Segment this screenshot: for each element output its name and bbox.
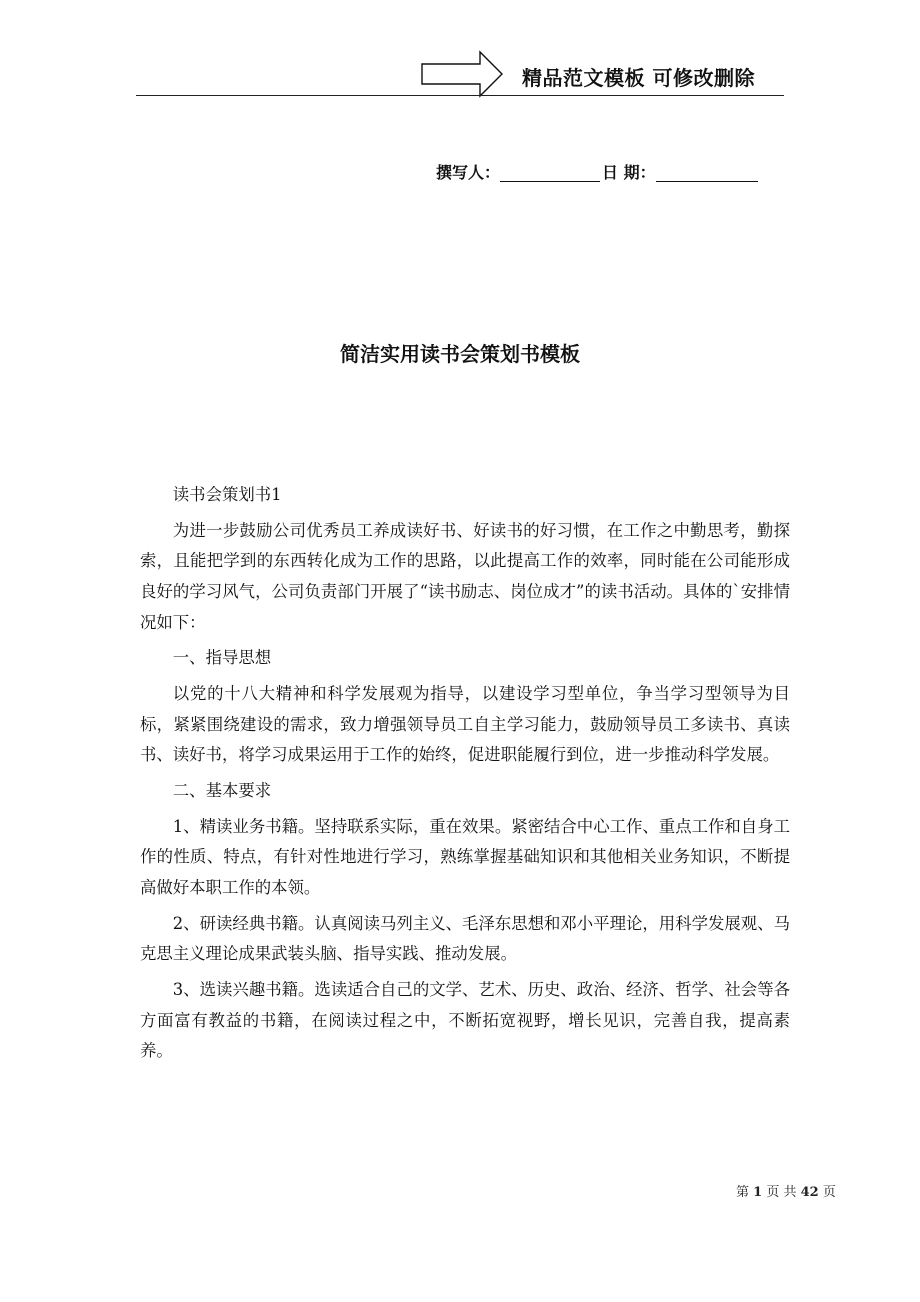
paragraph: 以党的十八大精神和科学发展观为指导，以建设学习型单位，争当学习型领导为目标，紧紧围绕建设的需求，致力增强领导员工自主学习能力，鼓励领导员工多读书、真读书、读好书，将学习成果运用于工作的始终，促进职能履行到位，进一步推动科学发展。 bbox=[140, 684, 790, 765]
author-field[interactable] bbox=[500, 163, 600, 182]
section-heading: 一、指导思想 bbox=[172, 648, 272, 668]
paragraph-heading: 读书会策划书1 bbox=[172, 485, 282, 504]
paragraph: 为进一步鼓励公司优秀员工养成读好书、好读书的好习惯，在工作之中勤思考，勤探索，且能把学到的东西转化成为工作的思路，以此提高工作的效率，同时能在公司能形成良好的学习风气，公司负责部门开展了“读书励志、岗位成才”的读书活动。具体的`安排情况如下： bbox=[140, 520, 790, 632]
document-title: 简洁实用读书会策划书模板 bbox=[340, 342, 580, 366]
page-number bbox=[736, 1181, 876, 1200]
author-label: 撰写人： bbox=[436, 163, 501, 182]
document-body bbox=[140, 480, 790, 1072]
section-heading: 二、基本要求 bbox=[172, 781, 272, 801]
date-label: 日 期： bbox=[602, 163, 656, 182]
paragraph: 2、研读经典书籍。认真阅读马列主义、毛泽东思想和邓小平理论，用科学发展观、马克思主义理论成果武装头脑、指导实践、推动发展。 bbox=[140, 913, 790, 964]
paragraph: 3、选读兴趣书籍。选读适合自己的文学、艺术、历史、政治、经济、哲学、社会等各方面富有教益的书籍，在阅读过程之中，不断拓宽视野，增长见识，完善自我，提高素养。 bbox=[140, 980, 790, 1061]
date-field[interactable] bbox=[656, 163, 758, 182]
current-page: 1 bbox=[753, 1185, 763, 1200]
page-prefix: 第 bbox=[736, 1185, 750, 1200]
header-divider bbox=[136, 95, 784, 96]
signature-line bbox=[436, 160, 796, 183]
page-suffix: 页 bbox=[822, 1185, 836, 1200]
paragraph: 1、精读业务书籍。坚持联系实际，重在效果。紧密结合中心工作、重点工作和自身工作的性质、特点，有针对性地进行学习，熟练掌握基础知识和其他相关业务知识，不断提高做好本职工作的本领。 bbox=[140, 816, 790, 898]
header-title: 精品范文模板 可修改删除 bbox=[522, 66, 755, 90]
total-pages: 42 bbox=[800, 1185, 819, 1200]
page-middle: 页 共 bbox=[766, 1185, 797, 1200]
